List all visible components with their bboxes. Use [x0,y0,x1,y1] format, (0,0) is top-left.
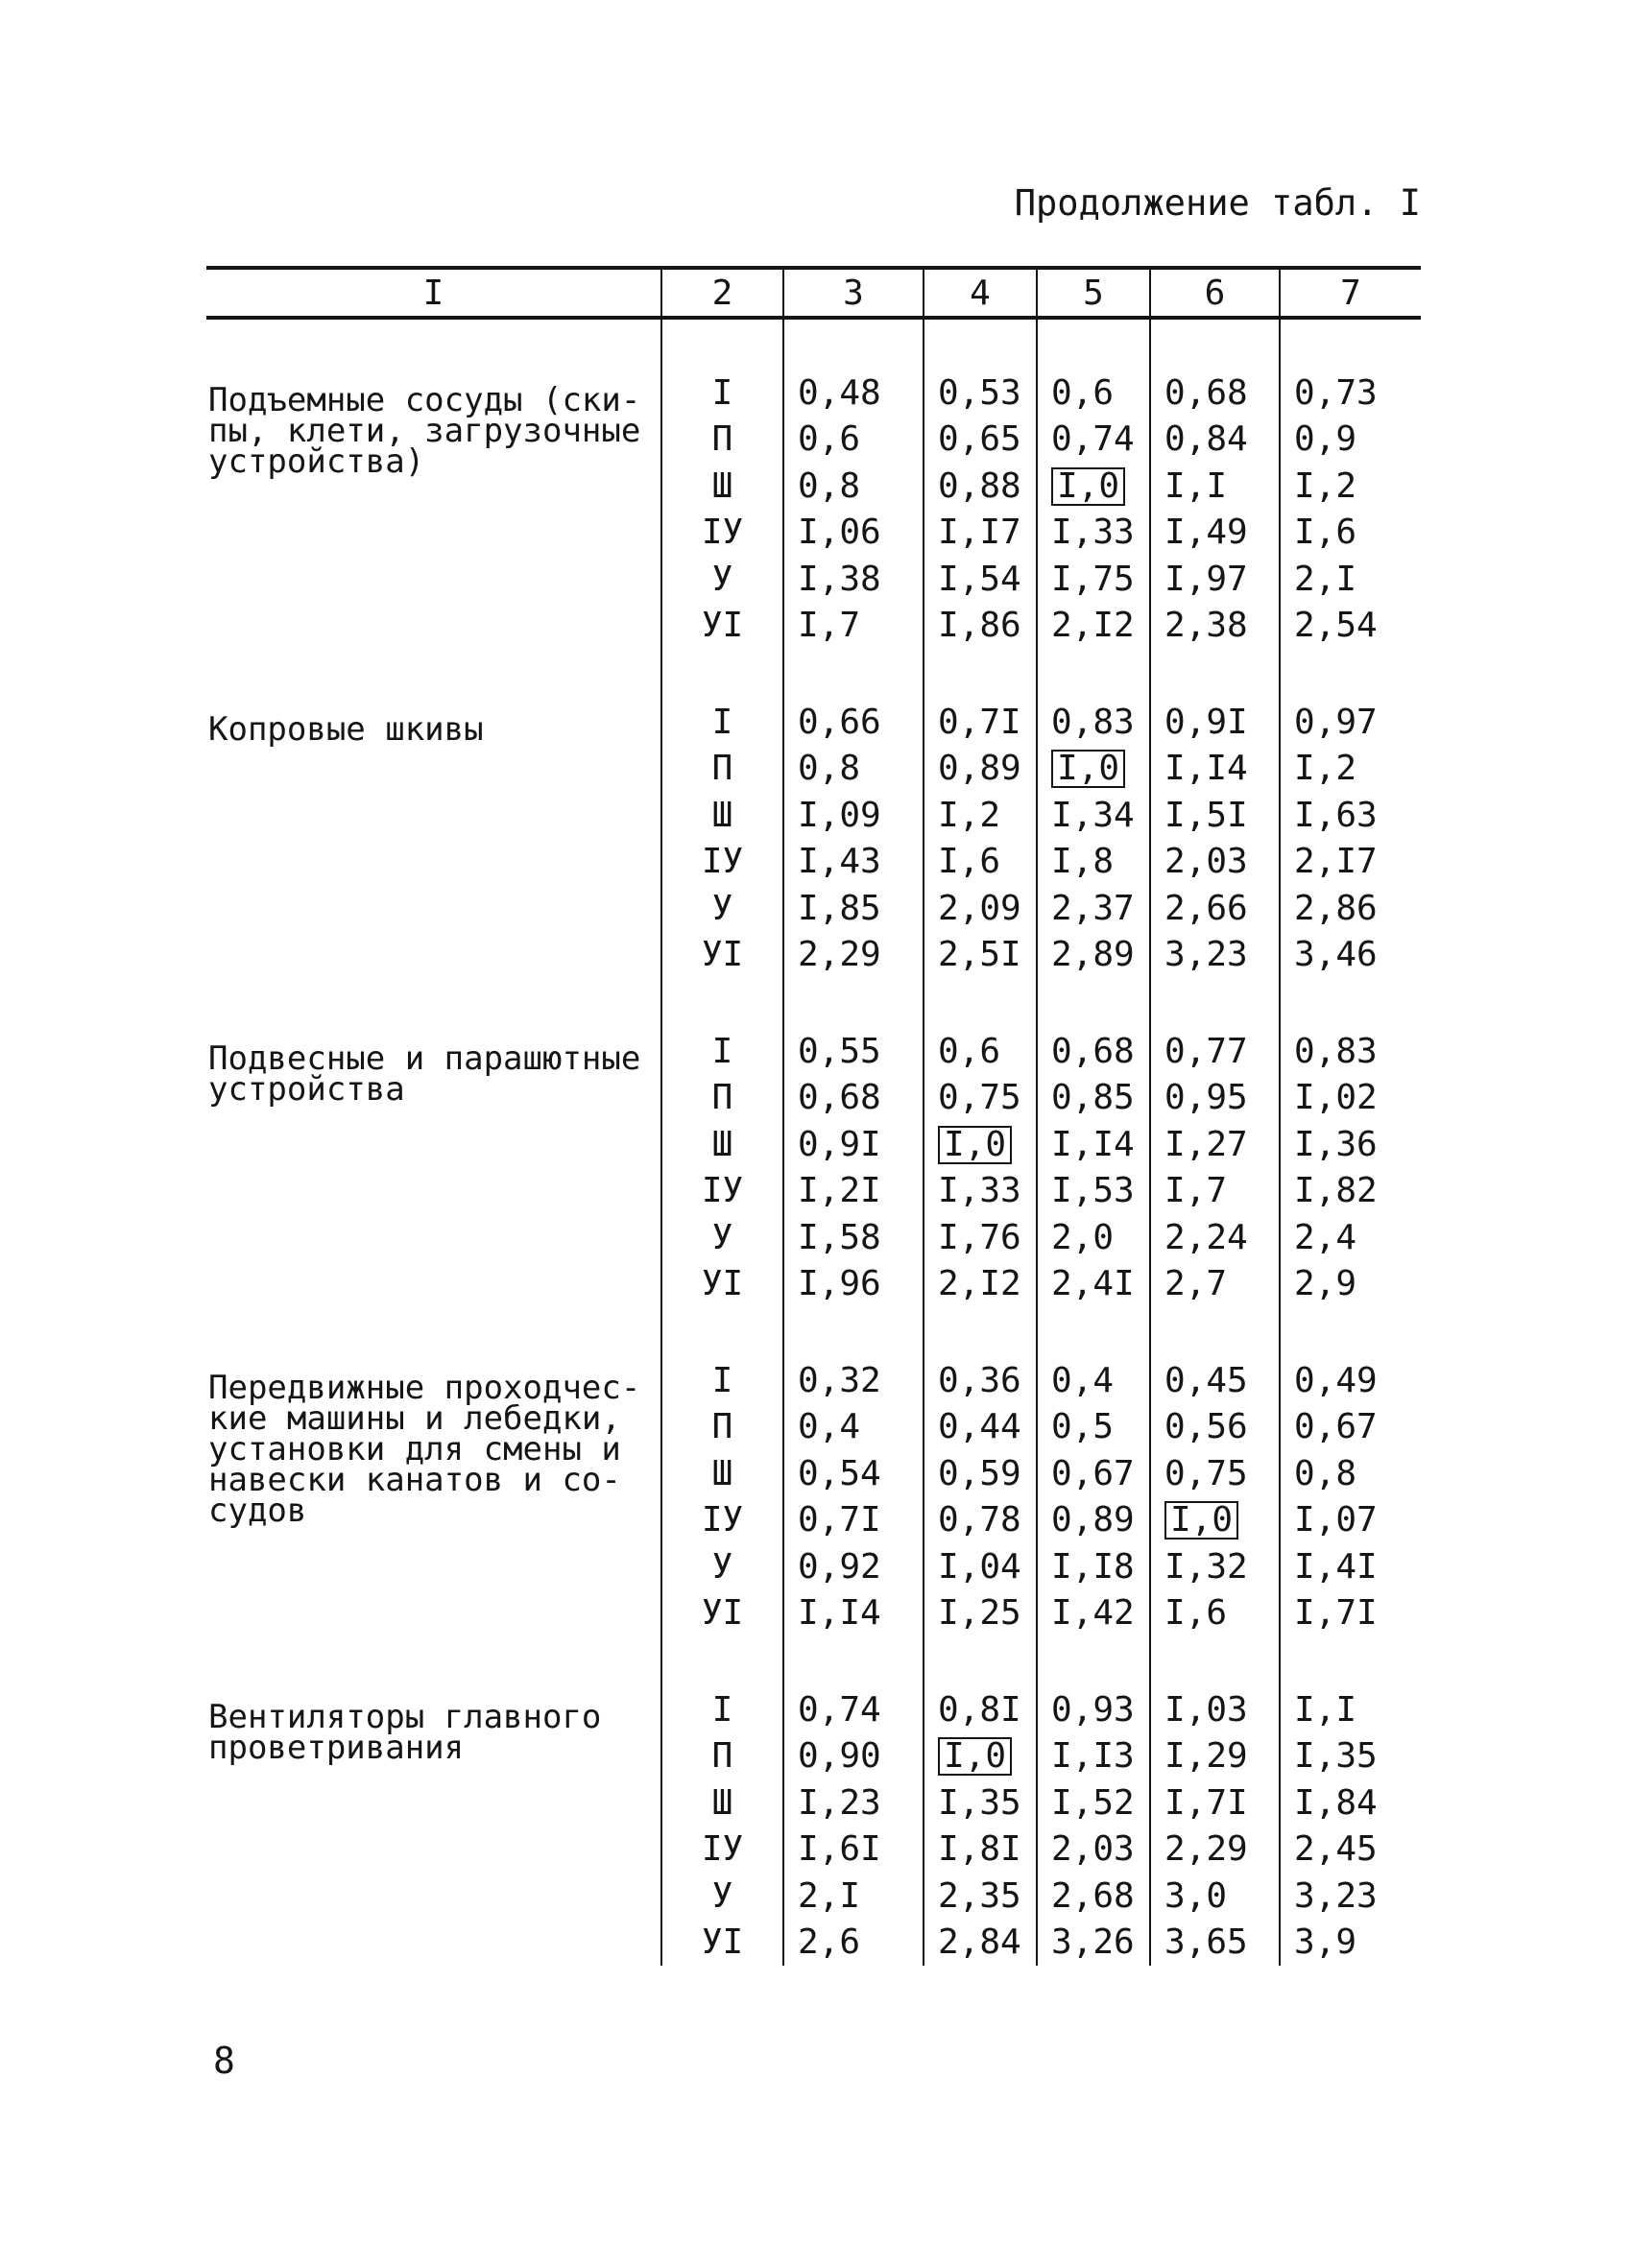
value-cell: I,I4 [1037,1121,1150,1168]
value-cell: I,I4 [783,1590,924,1637]
grade-cell: Ш [661,1779,783,1826]
spacer-cell [206,1636,661,1686]
table-caption: Продолжение табл. I [1014,182,1421,224]
grade-cell: I [661,1028,783,1075]
spacer-cell [1037,1307,1150,1357]
value-cell: I,7 [1150,1168,1280,1215]
value-cell: 0,75 [924,1075,1037,1122]
value-cell: 0,92 [783,1543,924,1590]
value-cell: 2,84 [924,1920,1037,1967]
value-cell: I,07 [1280,1497,1421,1544]
group-spacer-row [206,649,1421,699]
spacer-cell [1150,1307,1280,1357]
value-cell: I,35 [924,1779,1037,1826]
value-cell: 0,59 [924,1450,1037,1497]
value-cell: 0,5 [1037,1404,1150,1451]
value-cell: 2,I [1280,556,1421,603]
value-cell: 0,48 [783,370,924,417]
value-cell: 0,95 [1150,1075,1280,1122]
value-cell: 2,38 [1150,603,1280,650]
grade-cell: I [661,1686,783,1733]
spacer-cell [1150,1636,1280,1686]
value-cell: 0,67 [1280,1404,1421,1451]
value-cell: 0,65 [924,417,1037,464]
spacer-cell [1037,1636,1150,1686]
spacer-cell [783,978,924,1028]
equipment-name: Подвесные и парашютные устройства [208,1039,641,1109]
value-cell: I,02 [1280,1075,1421,1122]
value-cell: I,I [1150,463,1280,510]
value-cell: I,6 [924,839,1037,886]
value-cell: 2,45 [1280,1826,1421,1874]
equipment-name-cell [206,1357,661,1636]
group-spacer-row [206,1636,1421,1686]
value-cell: 0,7I [783,1497,924,1544]
grade-cell: У [661,1543,783,1590]
boxed-reference-value: I,0 [938,1126,1012,1164]
value-cell: 0,4 [1037,1357,1150,1404]
value-cell: 0,74 [783,1686,924,1733]
grade-cell: У [661,556,783,603]
grade-cell: П [661,417,783,464]
table-row [206,1686,1421,1733]
value-cell: 3,0 [1150,1873,1280,1920]
grade-cell: УI [661,1920,783,1967]
value-cell: I,2I [783,1168,924,1215]
coefficient-table-container [206,266,1421,1966]
header-col-4: 4 [924,268,1037,318]
equipment-name-cell [206,1028,661,1307]
value-cell: I,04 [924,1543,1037,1590]
value-cell [924,1733,1037,1780]
value-cell: I,7I [1150,1779,1280,1826]
value-cell: I,54 [924,556,1037,603]
spacer-cell [1280,1307,1421,1357]
value-cell: 0,84 [1150,417,1280,464]
spacer-cell [1037,649,1150,699]
value-cell: 0,9I [1150,699,1280,746]
spacer-cell [1037,978,1150,1028]
spacer-cell [924,318,1037,370]
value-cell: 0,89 [924,746,1037,793]
header-col-7: 7 [1280,268,1421,318]
boxed-reference-value: I,0 [938,1737,1012,1776]
group-spacer-row [206,1307,1421,1357]
page-number: 8 [213,2040,235,2082]
spacer-cell [1150,649,1280,699]
grade-cell: П [661,1075,783,1122]
value-cell: 2,4I [1037,1261,1150,1308]
value-cell [1037,463,1150,510]
value-cell: 0,74 [1037,417,1150,464]
value-cell: 2,35 [924,1873,1037,1920]
table-body [206,318,1421,1966]
grade-cell: УI [661,932,783,979]
value-cell: I,42 [1037,1590,1150,1637]
value-cell: I,84 [1280,1779,1421,1826]
value-cell: I,97 [1150,556,1280,603]
value-cell: I,8I [924,1826,1037,1874]
value-cell: 0,49 [1280,1357,1421,1404]
value-cell: 0,73 [1280,370,1421,417]
value-cell: 3,9 [1280,1920,1421,1967]
spacer-cell [924,649,1037,699]
value-cell: I,63 [1280,792,1421,839]
value-cell: 0,8 [783,463,924,510]
value-cell: I,03 [1150,1686,1280,1733]
equipment-name-cell [206,370,661,649]
value-cell: 0,55 [783,1028,924,1075]
value-cell: 0,83 [1037,699,1150,746]
value-cell: I,82 [1280,1168,1421,1215]
spacer-cell [924,978,1037,1028]
table-row [206,1357,1421,1404]
value-cell: 0,44 [924,1404,1037,1451]
value-cell: 2,54 [1280,603,1421,650]
value-cell: 2,29 [783,932,924,979]
spacer-cell [924,1307,1037,1357]
header-col-3: 3 [783,268,924,318]
value-cell [924,1121,1037,1168]
value-cell: I,85 [783,885,924,932]
equipment-name-cell [206,699,661,978]
grade-cell: IУ [661,1168,783,1215]
value-cell: 0,45 [1150,1357,1280,1404]
value-cell: 2,29 [1150,1826,1280,1874]
value-cell: I,06 [783,510,924,557]
value-cell: I,6I [783,1826,924,1874]
value-cell: I,2 [924,792,1037,839]
value-cell: I,2 [1280,463,1421,510]
value-cell: 0,6 [924,1028,1037,1075]
value-cell: 2,68 [1037,1873,1150,1920]
value-cell: I,25 [924,1590,1037,1637]
value-cell: I,8 [1037,839,1150,886]
spacer-cell [661,649,783,699]
value-cell: 0,83 [1280,1028,1421,1075]
value-cell: 0,8 [1280,1450,1421,1497]
value-cell: I,75 [1037,556,1150,603]
spacer-cell [206,318,661,370]
spacer-cell [783,1636,924,1686]
spacer-cell [661,1307,783,1357]
value-cell: I,6 [1150,1590,1280,1637]
grade-cell: УI [661,1261,783,1308]
equipment-name: Вентиляторы главного проветривания [208,1698,602,1767]
grade-cell: П [661,1404,783,1451]
value-cell: 3,46 [1280,932,1421,979]
boxed-reference-value: I,0 [1051,467,1125,506]
value-cell [1037,746,1150,793]
grade-cell: УI [661,603,783,650]
value-cell: 0,8 [783,746,924,793]
value-cell: I,5I [1150,792,1280,839]
value-cell: 2,37 [1037,885,1150,932]
value-cell: I,38 [783,556,924,603]
value-cell: I,29 [1150,1733,1280,1780]
header-row [206,268,1421,318]
value-cell: 0,67 [1037,1450,1150,1497]
grade-cell: I [661,1357,783,1404]
spacer-cell [783,1307,924,1357]
spacer-cell [1150,318,1280,370]
value-cell: 2,I2 [924,1261,1037,1308]
equipment-name-cell [206,1686,661,1966]
spacer-cell [1280,978,1421,1028]
value-cell: 0,56 [1150,1404,1280,1451]
grade-cell: У [661,1214,783,1261]
value-cell: 2,0 [1037,1214,1150,1261]
grade-cell: П [661,1733,783,1780]
spacer-cell [661,978,783,1028]
value-cell: 0,4 [783,1404,924,1451]
value-cell: 0,97 [1280,699,1421,746]
value-cell: 3,23 [1280,1873,1421,1920]
value-cell: I,I [1280,1686,1421,1733]
header-col-5: 5 [1037,268,1150,318]
grade-cell: Ш [661,792,783,839]
grade-cell: IУ [661,510,783,557]
value-cell: 2,I2 [1037,603,1150,650]
value-cell: I,23 [783,1779,924,1826]
value-cell: 0,53 [924,370,1037,417]
value-cell: I,4I [1280,1543,1421,1590]
value-cell: 0,36 [924,1357,1037,1404]
value-cell: I,52 [1037,1779,1150,1826]
value-cell: I,33 [924,1168,1037,1215]
value-cell: 2,89 [1037,932,1150,979]
value-cell: 0,68 [783,1075,924,1122]
value-cell: 0,77 [1150,1028,1280,1075]
value-cell: 3,26 [1037,1920,1150,1967]
value-cell: 0,75 [1150,1450,1280,1497]
value-cell: I,58 [783,1214,924,1261]
spacer-cell [206,649,661,699]
spacer-cell [924,1636,1037,1686]
value-cell: 2,09 [924,885,1037,932]
value-cell: 2,24 [1150,1214,1280,1261]
value-cell: I,I7 [924,510,1037,557]
value-cell: I,49 [1150,510,1280,557]
value-cell: 0,9I [783,1121,924,1168]
grade-cell: У [661,885,783,932]
group-spacer-row [206,318,1421,370]
group-spacer-row [206,978,1421,1028]
grade-cell: П [661,746,783,793]
header-col-1: I [206,268,661,318]
grade-cell: I [661,370,783,417]
table-row [206,370,1421,417]
spacer-cell [783,649,924,699]
value-cell: 0,7I [924,699,1037,746]
value-cell: I,I4 [1150,746,1280,793]
grade-cell: У [661,1873,783,1920]
value-cell: 0,66 [783,699,924,746]
value-cell: 0,8I [924,1686,1037,1733]
value-cell: 0,85 [1037,1075,1150,1122]
value-cell: 0,68 [1037,1028,1150,1075]
value-cell: 0,9 [1280,417,1421,464]
grade-cell: Ш [661,1121,783,1168]
spacer-cell [1037,318,1150,370]
value-cell [1150,1497,1280,1544]
value-cell: 0,88 [924,463,1037,510]
value-cell: 0,89 [1037,1497,1150,1544]
boxed-reference-value: I,0 [1164,1501,1238,1540]
header-col-6: 6 [1150,268,1280,318]
value-cell: 2,03 [1037,1826,1150,1874]
value-cell: I,6 [1280,510,1421,557]
spacer-cell [661,318,783,370]
value-cell: 0,90 [783,1733,924,1780]
equipment-name: Передвижные проходчес- кие машины и лебедки, установки для смены и навески канатов и со- судов [208,1369,641,1530]
value-cell: I,35 [1280,1733,1421,1780]
spacer-cell [206,1307,661,1357]
value-cell: 0,68 [1150,370,1280,417]
equipment-name: Подъемные сосуды (ски- пы, клети, загрузочные устройства) [208,381,641,481]
table-row [206,699,1421,746]
value-cell: I,33 [1037,510,1150,557]
value-cell: 2,03 [1150,839,1280,886]
spacer-cell [1280,1636,1421,1686]
value-cell: I,86 [924,603,1037,650]
spacer-cell [1280,318,1421,370]
spacer-cell [783,318,924,370]
value-cell: 2,5I [924,932,1037,979]
grade-cell: Ш [661,1450,783,1497]
spacer-cell [661,1636,783,1686]
spacer-cell [1150,978,1280,1028]
grade-cell: IУ [661,839,783,886]
value-cell: 0,93 [1037,1686,1150,1733]
value-cell: I,27 [1150,1121,1280,1168]
value-cell: I,32 [1150,1543,1280,1590]
value-cell: I,I3 [1037,1733,1150,1780]
grade-cell: I [661,699,783,746]
value-cell: 0,32 [783,1357,924,1404]
value-cell: 2,I [783,1873,924,1920]
value-cell: 0,6 [1037,370,1150,417]
grade-cell: УI [661,1590,783,1637]
value-cell: I,2 [1280,746,1421,793]
value-cell: 2,66 [1150,885,1280,932]
value-cell: I,7I [1280,1590,1421,1637]
value-cell: 0,6 [783,417,924,464]
value-cell: 3,23 [1150,932,1280,979]
value-cell: I,36 [1280,1121,1421,1168]
value-cell: I,I8 [1037,1543,1150,1590]
value-cell: I,76 [924,1214,1037,1261]
grade-cell: Ш [661,463,783,510]
value-cell: 2,7 [1150,1261,1280,1308]
boxed-reference-value: I,0 [1051,750,1125,788]
header-col-2: 2 [661,268,783,318]
equipment-name: Копровые шкивы [208,710,484,749]
table-row [206,1028,1421,1075]
value-cell: 2,I7 [1280,839,1421,886]
value-cell: I,09 [783,792,924,839]
value-cell: 2,4 [1280,1214,1421,1261]
grade-cell: IУ [661,1497,783,1544]
coefficient-table [206,266,1421,1966]
value-cell: 0,78 [924,1497,1037,1544]
value-cell: 2,86 [1280,885,1421,932]
value-cell: 2,6 [783,1920,924,1967]
value-cell: 3,65 [1150,1920,1280,1967]
spacer-cell [1280,649,1421,699]
value-cell: 0,54 [783,1450,924,1497]
value-cell: 2,9 [1280,1261,1421,1308]
grade-cell: IУ [661,1826,783,1874]
value-cell: I,96 [783,1261,924,1308]
spacer-cell [206,978,661,1028]
value-cell: I,7 [783,603,924,650]
value-cell: I,43 [783,839,924,886]
value-cell: I,34 [1037,792,1150,839]
value-cell: I,53 [1037,1168,1150,1215]
